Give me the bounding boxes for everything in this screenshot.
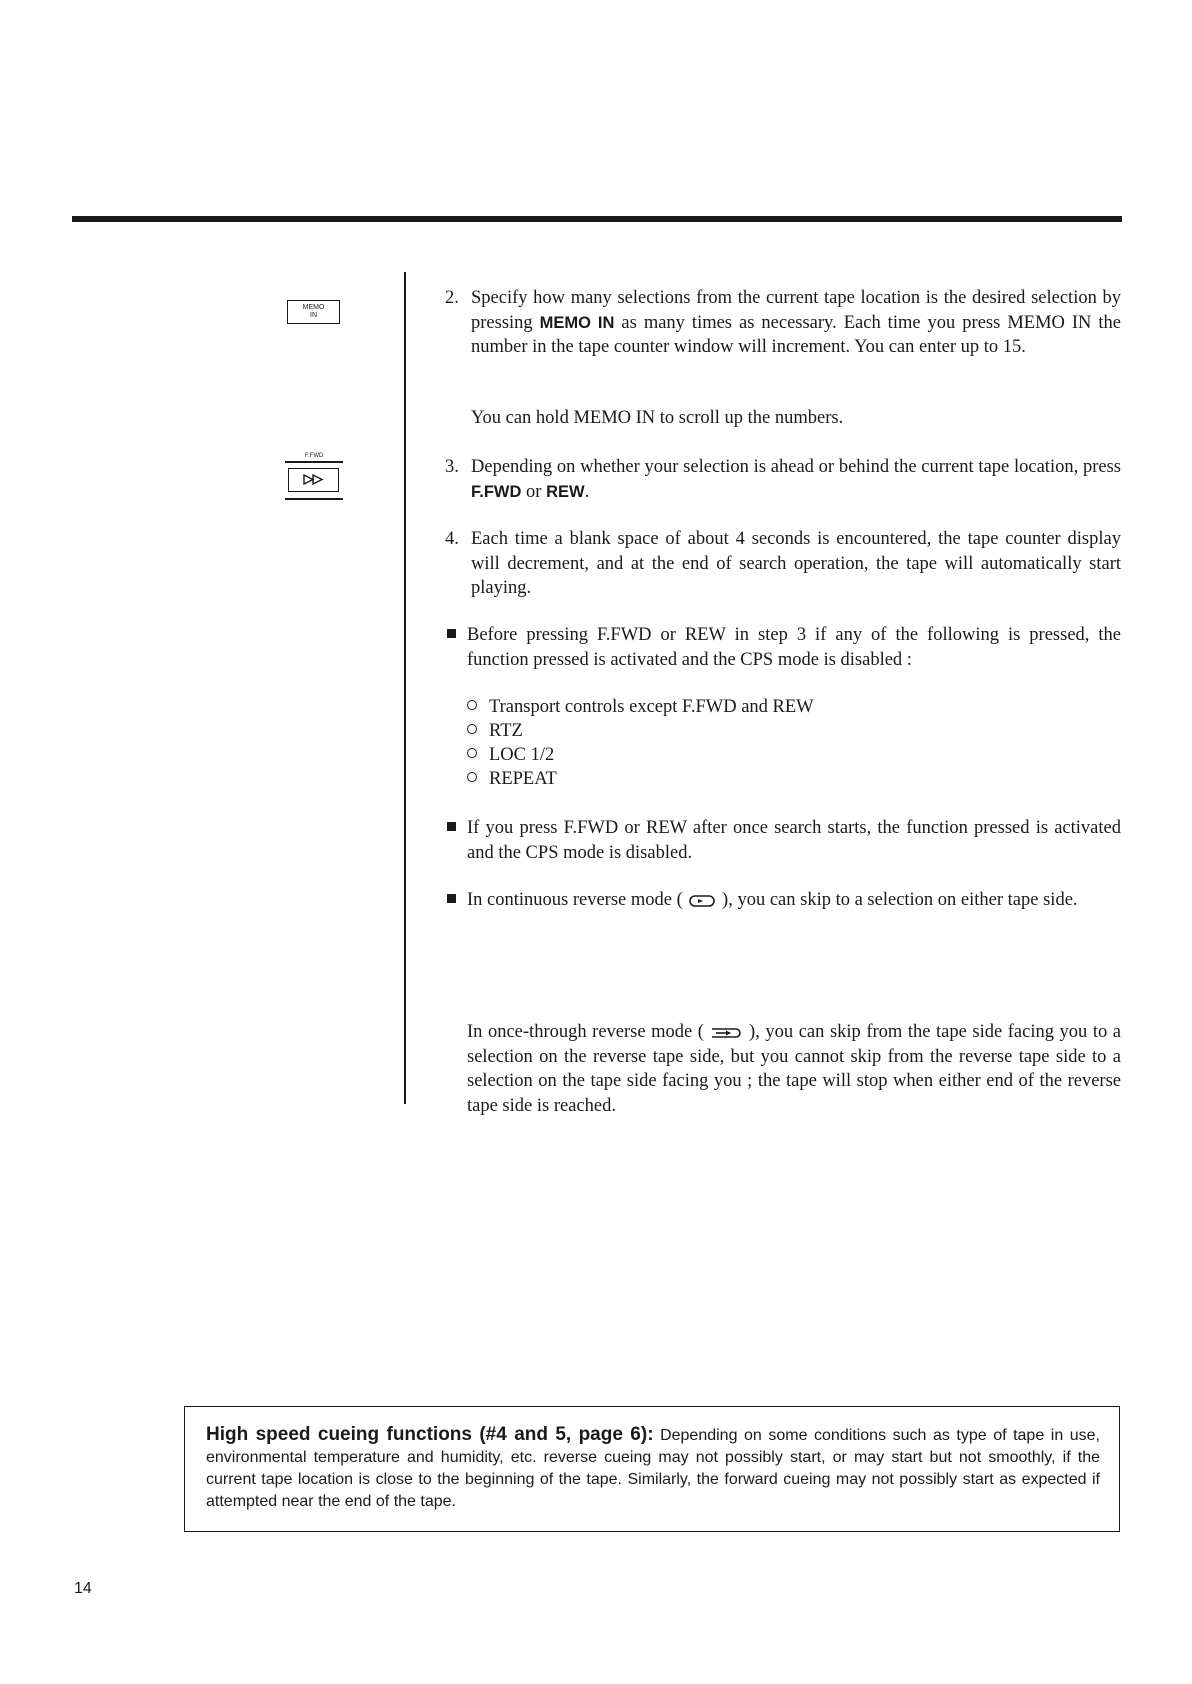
header-rule xyxy=(72,216,1122,222)
bullet-2-text: If you press F.FWD or REW after once search starts, the function pressed is activated and the CPS mode is disabled. xyxy=(467,818,1121,863)
page-number: 14 xyxy=(74,1580,92,1597)
step-3-pre: Depending on whether your selection is ahead or behind the current tape location, press xyxy=(471,457,1121,477)
bullet-3-post: ), you can skip to a selection on either tape side. xyxy=(717,890,1078,910)
step-3-rew: REW xyxy=(546,482,585,501)
sub-item-2-text: RTZ xyxy=(489,721,523,741)
bullet-marker xyxy=(447,822,456,831)
note-text xyxy=(206,1424,1100,1513)
sub-item-2 xyxy=(467,719,523,744)
note-heading: High speed cueing functions (#4 and 5, page 6): xyxy=(206,1424,654,1445)
circle-bullet-icon xyxy=(467,724,477,734)
step-2-number: 2. xyxy=(445,288,459,308)
step-2-pre: Specify how many selections from the current tape location is the desired selection by pressing xyxy=(471,288,1121,333)
fast-forward-icon xyxy=(303,474,325,485)
step-4-text: Each time a blank space of about 4 seconds is encountered, the tape counter display will decrement, and at the end of search operation, the tape will automatically start playing. xyxy=(471,529,1121,598)
hold-note: You can hold MEMO IN to scroll up the numbers. xyxy=(471,408,844,428)
ffwd-icon-label: F.FWD xyxy=(305,453,324,459)
sub-item-4 xyxy=(467,767,557,792)
sub-item-4-text: REPEAT xyxy=(489,769,557,789)
ffwd-icon-top-line xyxy=(285,461,343,463)
continuous-reverse-mode-icon xyxy=(687,894,717,908)
ffwd-icon-bottom-line xyxy=(285,498,343,500)
ffwd-icon-box xyxy=(288,468,339,492)
circle-bullet-icon xyxy=(467,748,477,758)
bullet-1-text: Before pressing F.FWD or REW in step 3 if any of the following is pressed, the function pressed is activated and the CPS mode is disabled : xyxy=(467,625,1121,670)
ffwd-button-icon xyxy=(285,453,343,517)
step-3-ffwd: F.FWD xyxy=(471,482,522,501)
step-4-number: 4. xyxy=(445,529,459,549)
step-3-text xyxy=(471,455,1121,504)
sub-item-1-text: Transport controls except F.FWD and REW xyxy=(489,697,814,717)
sub-item-1 xyxy=(467,695,814,720)
bullet-3-pre: In continuous reverse mode ( xyxy=(467,890,688,910)
once-through-text xyxy=(467,1020,1121,1118)
circle-bullet-icon xyxy=(467,772,477,782)
note-body: Depending on some conditions such as type of tape in use, environmental temperature and humidity, etc. reverse cueing may not possibly start, or may start but not smoothly, if the current tape location is close to the beginning of the tape. Similarly, the forward cueing may not possibly start as expected if attempted near the end of the tape. xyxy=(206,1427,1100,1510)
bullet-marker xyxy=(447,894,456,903)
once-through-post: ), you can skip from the tape side facing you to a selection on the reverse tape side, but you cannot skip from the reverse tape side to a selection on the tape side facing you ; the tape will stop when either end of the reverse tape side is reached. xyxy=(467,1022,1121,1116)
step-3-number: 3. xyxy=(445,457,459,477)
margin-divider xyxy=(404,272,406,1104)
step-3-mid: or xyxy=(521,481,547,502)
memo-in-icon-line1: MEMO xyxy=(302,304,325,311)
step-3-post: . xyxy=(584,481,590,502)
step-2-post: as many times as necessary. Each time you press MEMO IN the number in the tape counter window will increment. You can enter up to 15. xyxy=(471,312,1121,357)
memo-in-icon-line2: IN xyxy=(310,312,317,319)
memo-in-button-icon xyxy=(287,300,340,324)
once-through-pre: In once-through reverse mode ( xyxy=(467,1022,710,1042)
circle-bullet-icon xyxy=(467,700,477,710)
bullet-marker xyxy=(447,629,456,638)
step-2-text xyxy=(471,286,1121,360)
bullet-3-text xyxy=(467,888,1121,913)
step-2-memo-in: MEMO IN xyxy=(539,313,615,332)
once-through-reverse-mode-icon xyxy=(710,1026,744,1040)
sub-item-3 xyxy=(467,743,554,768)
sub-item-3-text: LOC 1/2 xyxy=(489,745,555,765)
